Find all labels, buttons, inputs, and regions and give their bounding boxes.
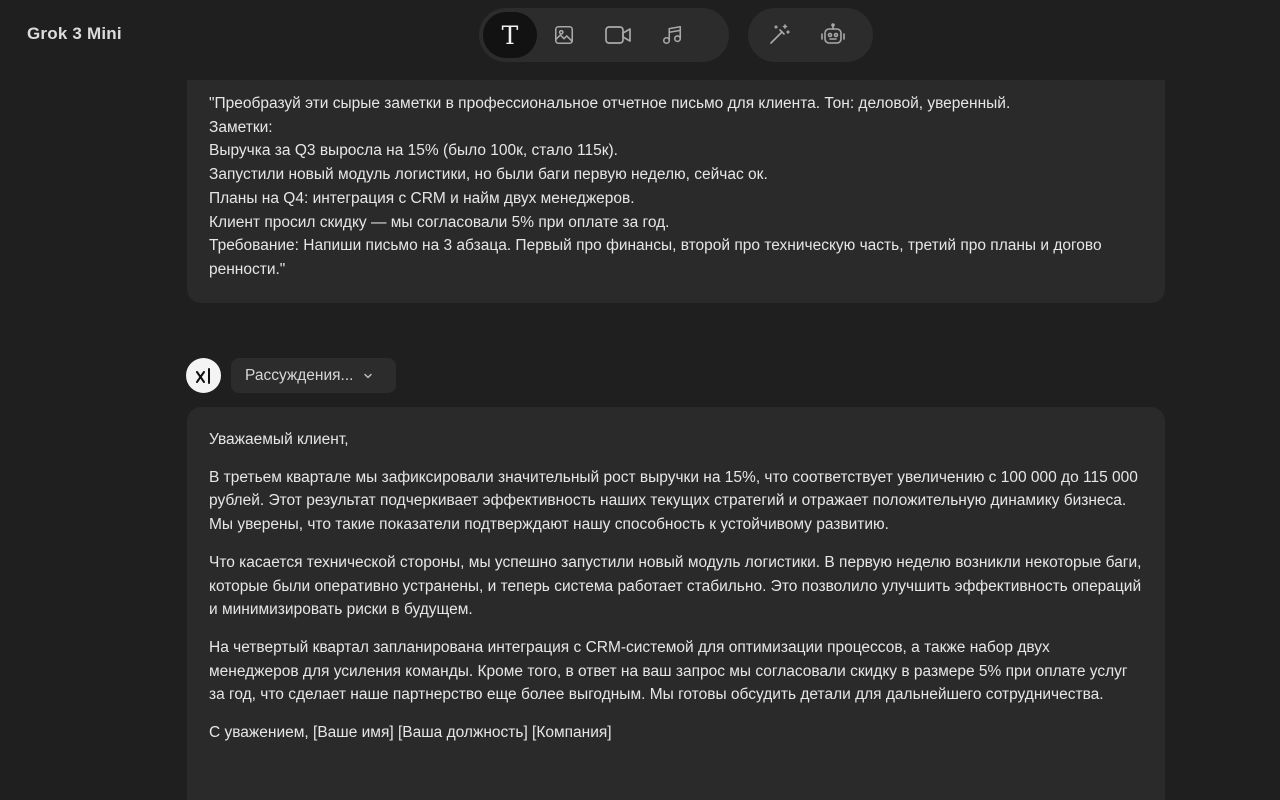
user-message-line: Запустили новый модуль логистики, но были баги первую неделю, сейчас ок. <box>209 166 768 184</box>
app-title[interactable]: Grok 3 Mini <box>27 24 122 43</box>
text-mode-button[interactable] <box>483 12 537 58</box>
user-message <box>187 80 1165 303</box>
mode-toolbar <box>479 8 729 62</box>
music-icon <box>661 24 683 46</box>
assistant-avatar <box>186 358 221 393</box>
video-mode-button[interactable] <box>591 12 645 58</box>
image-icon <box>553 24 575 46</box>
grok-logo-icon <box>194 366 214 386</box>
robot-icon <box>820 23 846 47</box>
chevron-down-icon <box>363 371 373 381</box>
text-icon: T <box>501 20 519 50</box>
assistant-paragraph: Что касается технической стороны, мы успешно запустили новый модуль логистики. В первую неделю возникли некоторые баги, которые были оперативно устранены, и теперь система работает стабильно. Это позволило улучшить эффективность операций и минимизировать риски в будущем. <box>209 553 1142 619</box>
assistant-message <box>187 407 1165 800</box>
assistant-paragraph: На четвертый квартал запланирована интеграция с CRM-системой для оптимизации процессов, а также набор двух менеджеров для усиления команды. Кроме того, в ответ на ваш запрос мы согласовали скидку в размере 5% при оплате услуг за год, что сделает наше партнерство еще более выгодным. Мы готовы обсудить детали для дальнейшего сотрудничества. <box>209 638 1128 704</box>
magic-wand-icon <box>767 23 791 47</box>
reasoning-toggle[interactable] <box>231 358 396 393</box>
user-message-line: Планы на Q4: интеграция с CRM и найм двух менеджеров. <box>209 189 635 207</box>
user-message-line: "Преобразуй эти сырые заметки в профессиональное отчетное письмо для клиента. Тон: деловой, уверенный. <box>209 95 1011 112</box>
assistant-paragraph: Уважаемый клиент, <box>209 431 349 448</box>
assistant-paragraph: В третьем квартале мы зафиксировали значительный рост выручки на 15%, что соответствует увеличению с 100 000 до 115 000 рублей. Этот результат подчеркивает эффективность наших текущих стратегий и отражает положительную динамику бизнеса. Мы уверены, что такие показатели подтверждают нашу способность к устойчивому развитию. <box>209 468 1138 534</box>
assistant-paragraph: С уважением, [Ваше имя] [Ваша должность] [Компания] <box>209 724 612 742</box>
music-mode-button[interactable] <box>645 12 699 58</box>
user-message-line: Клиент просил скидку — мы согласовали 5% при оплате за год. <box>209 213 670 231</box>
magic-wand-button[interactable] <box>752 12 806 58</box>
user-message-line: Выручка за Q3 выросла на 15% (было 100к, стало 115к). <box>209 142 618 160</box>
reasoning-label: Рассуждения... <box>245 366 354 384</box>
user-message-line: Требование: Напиши письмо на 3 абзаца. Первый про финансы, второй про техническую часть, третий про планы и догово <box>209 237 1102 255</box>
extra-toolbar <box>748 8 873 62</box>
robot-button[interactable] <box>806 12 860 58</box>
image-mode-button[interactable] <box>537 12 591 58</box>
user-message-line: ренности." <box>209 260 286 278</box>
user-message-line: Заметки: <box>209 118 273 136</box>
video-icon <box>604 24 632 46</box>
